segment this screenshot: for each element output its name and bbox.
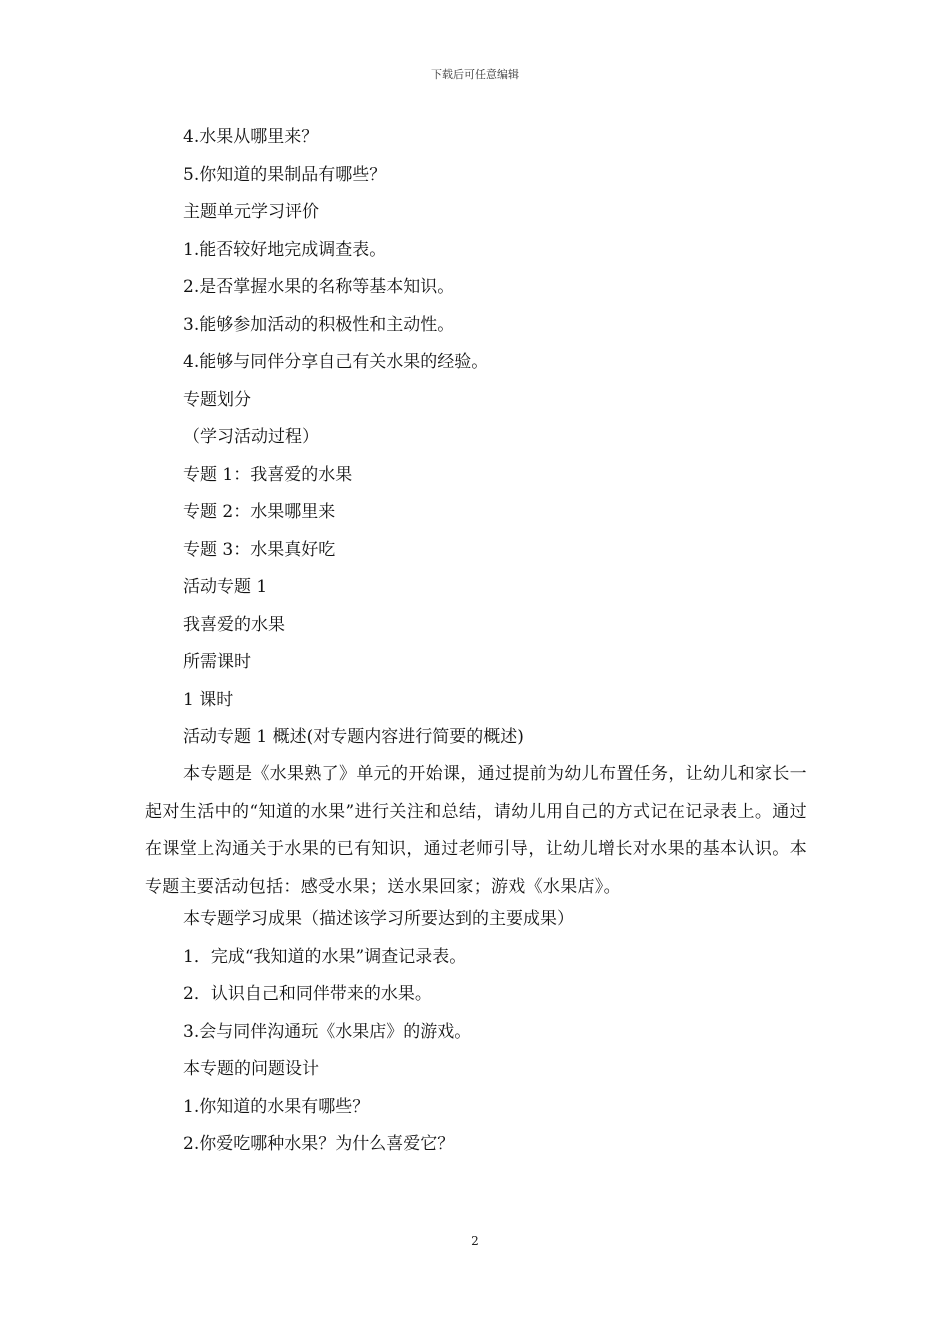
text-line: 2.是否掌握水果的名称等基本知识。 [183,277,455,297]
section-heading: 活动专题 1 概述(对专题内容进行简要的概述) [183,727,524,747]
text-line: 4.水果从哪里来？ [183,127,319,147]
page-header: 下载后可任意编辑 [431,68,519,81]
section-heading: 主题单元学习评价 [183,202,319,222]
section-heading: 本专题学习成果（描述该学习所要达到的主要成果） [183,909,574,929]
section-heading: 活动专题 1 [183,577,268,597]
text-line: 我喜爱的水果 [183,614,285,635]
text-line: 1.你知道的水果有哪些？ [183,1096,370,1117]
text-line: 4.能够与同伴分享自己有关水果的经验。 [183,352,489,372]
text-line: 2.你爱吃哪种水果？为什么喜爱它？ [183,1134,455,1154]
section-heading: 专题划分 [183,389,251,410]
text-line: 专题 3：水果真好吃 [183,539,336,560]
overview-paragraph: 本专题是《水果熟了》单元的开始课，通过提前为幼儿布置任务，让幼儿和家长一起对生活中的“知道的水果”进行关注和总结，请幼儿用自己的方式记在记录表上。通过在课堂上沟通关于水果的已有知识，通过老师引导，让幼儿增长对水果的基本认识。本专题主要活动包括：感受水果；送水果回家；游戏《水果店》。 [145,764,807,897]
text-line: （学习活动过程） [183,427,319,447]
text-line: 1．完成“我知道的水果”调查记录表。 [183,946,467,967]
document-body [145,125,807,1170]
text-line: 专题 1：我喜爱的水果 [183,464,353,485]
page-number: 2 [471,1234,479,1248]
text-line: 专题 2：水果哪里来 [183,502,336,522]
text-line: 3.能够参加活动的积极性和主动性。 [183,314,455,335]
text-line: 3.会与同伴沟通玩《水果店》的游戏。 [183,1021,472,1042]
text-line: 2．认识自己和同伴带来的水果。 [183,984,432,1004]
text-line: 1 课时 [183,689,234,710]
text-line: 5.你知道的果制品有哪些？ [183,164,387,185]
section-heading: 所需课时 [183,652,251,672]
section-heading: 本专题的问题设计 [183,1059,319,1079]
text-line: 1.能否较好地完成调查表。 [183,239,387,260]
